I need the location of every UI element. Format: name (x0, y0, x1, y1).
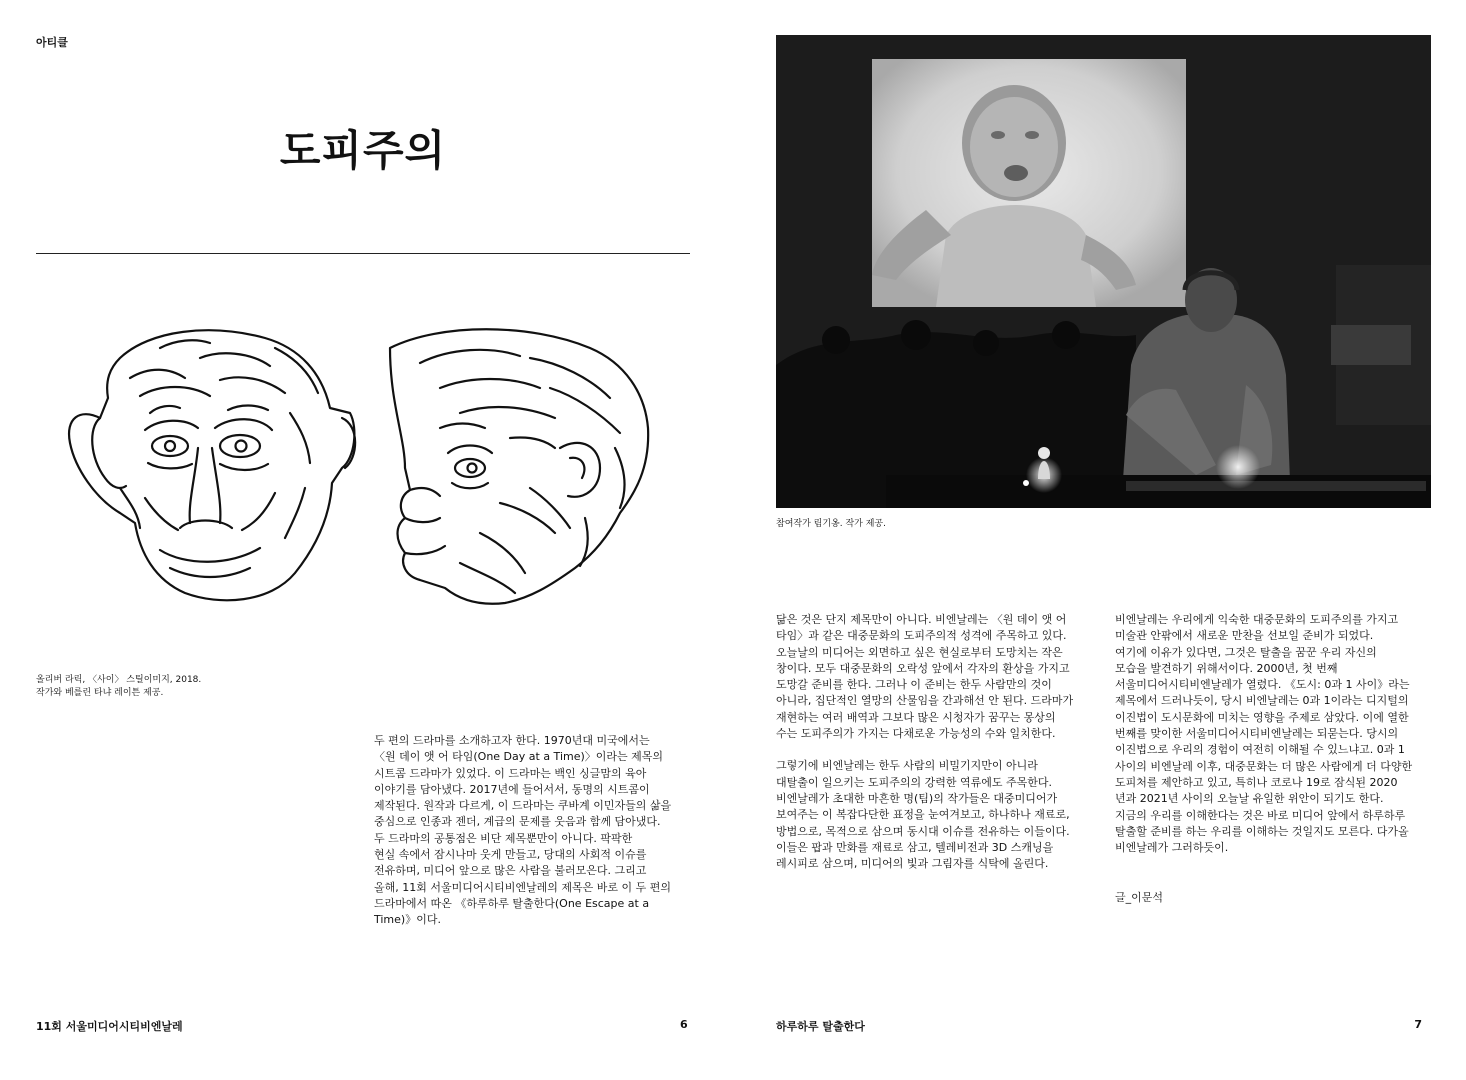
text-line: 번째를 맞이한 서울미디어시티비엔날레는 되묻는다. 당시의 (1115, 727, 1399, 741)
text-line: 닮은 것은 단지 제목만이 아니다. 비엔날레는 〈원 데이 앳 어 (776, 613, 1067, 626)
text-line: 여기에 이유가 있다면, 그것은 탈출을 꿈꾼 우리 자신의 (1115, 645, 1377, 659)
text-line: 재현하는 여러 배역과 그보다 많은 시청자가 꿈꾸는 몽상의 (776, 710, 1056, 724)
illustration-caption (36, 674, 296, 700)
text-line: 이들은 팝과 만화를 재료로 삼고, 텔레비전과 3D 스캐닝을 (776, 840, 1054, 854)
author-credit: 글_이문석 (1115, 891, 1164, 904)
text-line: 년과 2021년 사이의 오늘날 유일한 위안이 되기도 한다. (1115, 792, 1384, 806)
text-line: 제목에서 드러나듯이, 당시 비엔날레는 0과 1이라는 디지털의 (1115, 694, 1409, 708)
caption-line: 올리버 라릭, 〈사이〉 스틸이미지, 2018. (36, 675, 202, 685)
text-line: 도망갈 준비를 한다. 그러나 이 준비는 한두 사람만의 것이 (776, 678, 1052, 692)
text-line: 전유하며, 미디어 앞으로 많은 사람을 불러모은다. 그리고 (374, 864, 647, 878)
text-line: 제작된다. 원작과 다르게, 이 드라마는 쿠바계 이민자들의 삶을 (374, 799, 672, 813)
caption-line: 작가와 베를린 타냐 레이튼 제공. (36, 688, 164, 698)
article-title: 도피주의 (279, 126, 447, 175)
text-line: 〈원 데이 앳 어 타임(One Day at a Time)〉이라는 제목의 (374, 750, 664, 764)
text-line: 두 드라마의 공통점은 비단 제목뿐만이 아니다. 팍팍한 (374, 831, 633, 845)
text-line: 이진법이 도시문화에 미치는 영향을 주제로 삼았다. 이에 열한 (1115, 710, 1409, 724)
body-column-left (374, 733, 694, 945)
photo-artwork (776, 35, 1431, 508)
text-line: 그렇기에 비엔날레는 한두 사람의 비밀기지만이 아니라 (776, 759, 1038, 773)
text-line: 두 편의 드라마를 소개하고자 한다. 1970년대 미국에서는 (374, 734, 650, 747)
text-line: 서울미디어시티비엔날레가 열렸다. 《도시: 0과 1 사이》라는 (1115, 678, 1410, 692)
footer-title-left: 11회 서울미디어시티비엔날레 (36, 1020, 183, 1033)
text-line: 대탈출이 일으키는 도피주의의 강력한 역류에도 주목한다. (776, 775, 1053, 789)
text-line: Time)》이다. (374, 913, 441, 927)
text-line: 비엔날레가 초대한 마흔한 명(팀)의 작가들은 대중미디어가 (776, 791, 1058, 805)
body-column-right-2 (1115, 612, 1435, 872)
paragraph (1115, 612, 1435, 856)
text-line: 사이의 비엔날레 이후, 대중문화는 더 많은 사람에게 더 다양한 (1115, 759, 1413, 773)
monkey-faces-illustration (60, 318, 660, 638)
paragraph (374, 733, 694, 929)
text-line: 중심으로 인종과 젠더, 계급의 문제를 웃음과 함께 담아냈다. (374, 815, 661, 829)
text-line: 레시피로 삼으며, 미디어의 빛과 그림자를 식탁에 올린다. (776, 857, 1049, 871)
text-line: 도피처를 제안하고 있고, 특히나 코로나 19로 잠식된 2020 (1115, 775, 1398, 789)
text-line: 이진법으로 우리의 경험이 여전히 이해될 수 있느냐고. 0과 1 (1115, 743, 1405, 757)
text-line: 시트콤 드라마가 있었다. 이 드라마는 백인 싱글맘의 육아 (374, 766, 647, 780)
text-line: 비엔날레는 우리에게 익숙한 대중문화의 도피주의를 가지고 (1115, 613, 1399, 626)
text-line: 보여주는 이 복잡다단한 표정을 눈여겨보고, 하나하나 재료로, (776, 808, 1070, 822)
text-line: 수는 도피주의가 가지는 다채로운 가능성의 수와 일치한다. (776, 727, 1056, 741)
paragraph (776, 612, 1094, 742)
performance-photo (776, 35, 1431, 508)
running-header-left: 아티클 (36, 36, 68, 49)
right-page (733, 0, 1466, 1080)
text-line: 이야기를 담아냈다. 2017년에 들어서서, 동명의 시트콤이 (374, 782, 650, 796)
text-line: 현실 속에서 잠시나마 웃게 만들고, 당대의 사회적 이슈를 (374, 848, 647, 862)
paragraph (776, 758, 1094, 872)
text-line: 탈출할 준비를 하는 우리를 이해하는 것일지도 모른다. 다가올 (1115, 824, 1409, 838)
text-line: 창이다. 모두 대중문화의 오락성 앞에서 각자의 환상을 가지고 (776, 661, 1070, 675)
page-number-left: 6 (680, 1018, 688, 1031)
text-line: 비엔날레가 그러하듯이. (1115, 841, 1229, 855)
text-line: 모습을 발견하기 위해서이다. 2000년, 첫 번째 (1115, 661, 1338, 675)
page-number-right: 7 (1414, 1018, 1422, 1031)
text-line: 오늘날의 미디어는 외면하고 싶은 현실로부터 도망치는 작은 (776, 645, 1063, 659)
text-line: 미술관 안팎에서 새로운 만찬을 선보일 준비가 되었다. (1115, 629, 1374, 643)
title-divider (36, 253, 690, 254)
text-line: 방법으로, 목적으로 삼으며 동시대 이슈를 전유하는 이들이다. (776, 824, 1070, 838)
photo-caption: 참여작가 림기옹. 작가 제공. (776, 519, 886, 529)
body-column-right-1 (776, 612, 1094, 888)
text-line: 드라마에서 따온 《하루하루 탈출한다(One Escape at a (374, 896, 650, 910)
text-line: 아니라, 집단적인 열망의 산물임을 간과해선 안 된다. 드라마가 (776, 694, 1074, 708)
text-line: 지금의 우리를 이해한다는 것은 바로 미디어 앞에서 하루하루 (1115, 808, 1406, 822)
text-line: 올해, 11회 서울미디어시티비엔날레의 제목은 바로 이 두 편의 (374, 880, 671, 894)
footer-title-right: 하루하루 탈출한다 (776, 1020, 865, 1033)
text-line: 타임〉과 같은 대중문화의 도피주의적 성격에 주목하고 있다. (776, 629, 1067, 643)
